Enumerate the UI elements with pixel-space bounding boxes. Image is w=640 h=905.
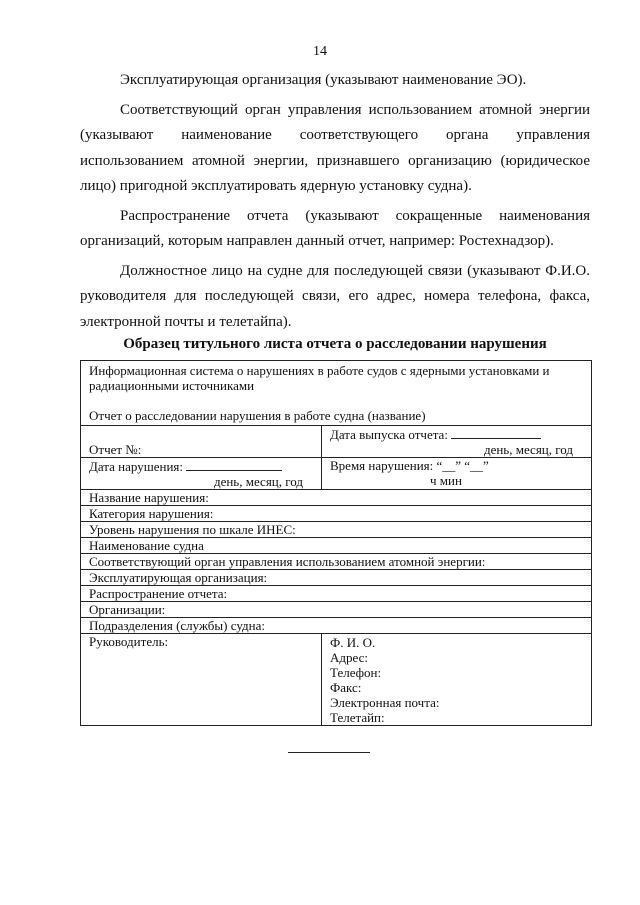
title-page-form — [80, 360, 592, 726]
report-title: Отчет о расследовании нарушения в работе судна (название) — [89, 408, 426, 423]
violation-category-field: Категория нарушения: — [81, 506, 592, 522]
contact-email: Электронная почта: — [330, 695, 440, 710]
form-heading: Образец титульного листа отчета о расследовании нарушения — [123, 336, 547, 352]
paragraph-contact-person: Должностное лицо на судне для последующей связи (указывают Ф.И.О. руководителя для последующей связи, его адрес, номера телефона, факса, электронной почты и телетайпа). — [80, 262, 590, 330]
contact-address: Адрес: — [330, 650, 368, 665]
violation-date-blank — [186, 458, 282, 471]
issue-date-blank — [451, 426, 541, 439]
violation-date-hint: день, месяц, год — [213, 474, 303, 489]
manager-row — [81, 634, 592, 726]
paragraph-distribution: Распространение отчета (указывают сокращенные наименования организаций, которым направлен данный отчет, например: Ростехнадзор). — [80, 207, 590, 249]
form-row — [81, 570, 592, 586]
paragraph-operating-org: Эксплуатирующая организация (указывают наименование ЭО). — [120, 72, 527, 88]
form-row — [81, 490, 592, 506]
form-row — [81, 538, 592, 554]
violation-name-field: Название нарушения: — [81, 490, 592, 506]
vessel-departments-field: Подразделения (службы) судна: — [81, 618, 592, 634]
report-number-label: Отчет №: — [89, 442, 142, 457]
violation-time-hint: ч мин — [430, 473, 462, 488]
form-row — [81, 506, 592, 522]
issue-date-label: Дата выпуска отчета: — [330, 427, 448, 442]
form-row — [81, 522, 592, 538]
operating-org-field: Эксплуатирующая организация: — [81, 570, 592, 586]
violation-date-label: Дата нарушения: — [89, 459, 184, 474]
issue-date-hint: день, месяц, год — [483, 442, 573, 457]
organizations-field: Организации: — [81, 602, 592, 618]
form-row — [81, 586, 592, 602]
system-title: Информационная система о нарушениях в работе судов с ядерными установками и радиационными источниками — [89, 363, 550, 393]
manager-label: Руководитель: — [89, 634, 169, 649]
ines-level-field: Уровень нарушения по шкале ИНЕС: — [81, 522, 592, 538]
report-number-row — [81, 426, 592, 458]
form-header-row — [81, 361, 592, 426]
regulator-field: Соответствующий орган управления использованием атомной энергии: — [81, 554, 592, 570]
body-text — [80, 68, 590, 339]
page-number: 14 — [313, 44, 327, 59]
form-row — [81, 602, 592, 618]
end-divider — [288, 752, 370, 753]
violation-date-row — [81, 458, 592, 490]
contact-fio: Ф. И. О. — [330, 635, 376, 650]
contact-phone: Телефон: — [330, 665, 382, 680]
form-row — [81, 554, 592, 570]
violation-time-label: Время нарушения: “__” “__” — [330, 458, 489, 473]
paragraph-regulator: Соответствующий орган управления использованием атомной энергии (указывают наименование соответствующего органа управления использованием атомной энергии, признавшего организацию (юридическое лицо) пригодной эксплуатировать ядерную установку судна). — [80, 101, 590, 194]
contact-fax: Факс: — [330, 680, 362, 695]
form-row — [81, 618, 592, 634]
distribution-field: Распространение отчета: — [81, 586, 592, 602]
contact-teletype: Телетайп: — [330, 710, 385, 725]
vessel-name-field: Наименование судна — [81, 538, 592, 554]
